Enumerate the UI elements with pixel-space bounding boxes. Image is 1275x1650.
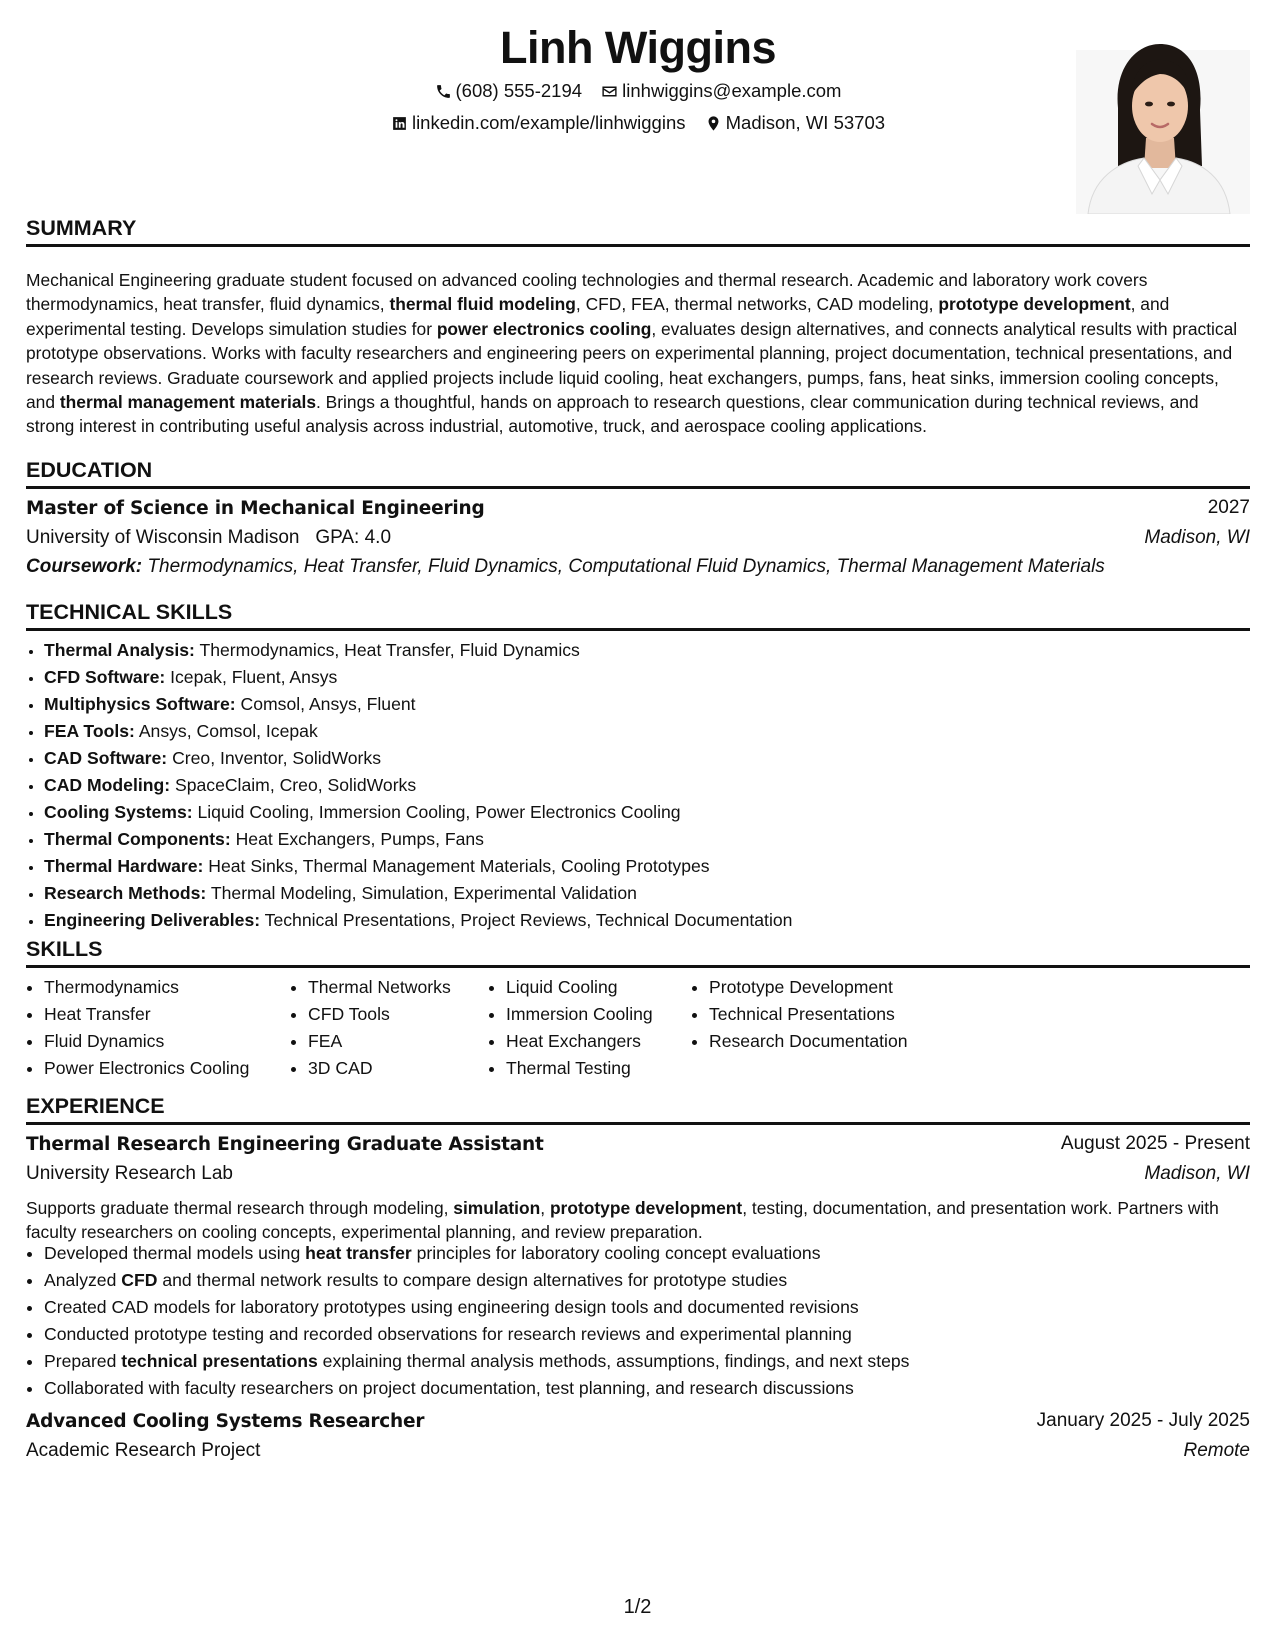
bullet-segment: Analyzed [44, 1270, 122, 1290]
coursework-line [26, 556, 1105, 578]
summary-divider [26, 244, 1250, 247]
list-item: • Technical Presentations [709, 1001, 908, 1028]
list-item [44, 880, 792, 907]
technical-skills-list [26, 637, 792, 934]
summary-segment: thermal fluid modeling [389, 294, 576, 315]
skills-divider [26, 965, 1250, 968]
skill-category: Multiphysics Software: [44, 694, 236, 714]
skill-category: CAD Software: [44, 748, 168, 768]
list-item: • Liquid Cooling [506, 974, 653, 1001]
bullet-segment: CFD [121, 1270, 158, 1290]
map-pin-icon [705, 115, 722, 132]
job-achievements [26, 1240, 909, 1402]
list-item: • Thermal Networks [308, 974, 451, 1001]
skill-category: Cooling Systems: [44, 802, 193, 822]
skill-category: Engineering Deliverables: [44, 910, 261, 930]
summary-segment: thermal management materials [59, 392, 316, 413]
skill-values: Heat Exchangers, Pumps, Fans [235, 829, 484, 849]
list-item: • CFD Tools [308, 1001, 451, 1028]
skill-values: SpaceClaim, Creo, SolidWorks [174, 775, 417, 795]
list-item [44, 826, 792, 853]
summary-text [26, 268, 1250, 439]
coursework-label: Coursework: [26, 556, 143, 577]
list-item [44, 691, 792, 718]
page-number: 1/2 [623, 1596, 652, 1618]
email-contact[interactable] [601, 80, 841, 102]
envelope-icon [601, 83, 618, 100]
skill-values: Creo, Inventor, SolidWorks [172, 748, 381, 768]
skill-category: Thermal Analysis: [44, 640, 195, 660]
skill-values: Thermodynamics, Heat Transfer, Fluid Dynamics [199, 640, 580, 660]
skill-values: Icepak, Fluent, Ansys [170, 667, 338, 687]
job-title: Thermal Research Engineering Graduate Assistant [26, 1134, 544, 1155]
list-item [44, 1294, 909, 1321]
linkedin-icon [391, 115, 408, 132]
school-name: University of Wisconsin Madison [26, 527, 300, 548]
list-item [44, 664, 792, 691]
bullet-segment: Conducted prototype testing and recorded observations for research reviews and experimental planning [44, 1324, 852, 1344]
job-title: Advanced Cooling Systems Researcher [26, 1411, 425, 1432]
technical-skills-heading: TECHNICAL SKILLS [26, 600, 233, 624]
list-item: • 3D CAD [308, 1055, 451, 1082]
location-text: Madison, WI 53703 [725, 112, 886, 133]
skills-heading: SKILLS [26, 937, 103, 961]
skill-category: Research Methods: [44, 883, 207, 903]
list-item [44, 1321, 909, 1348]
skill-category: CAD Modeling: [44, 775, 171, 795]
skill-values: Liquid Cooling, Immersion Cooling, Power Electronics Cooling [197, 802, 681, 822]
education-divider [26, 486, 1250, 489]
summary-heading: SUMMARY [26, 216, 137, 240]
phone-text: (608) 555-2194 [455, 80, 583, 101]
profile-photo-image [1066, 38, 1250, 214]
description-segment: , testing, documentation, and presentation work. Partners with faculty researchers on cooling concepts, experimental planning, and review preparation. [26, 1198, 1219, 1243]
skill-values: Comsol, Ansys, Fluent [240, 694, 416, 714]
summary-segment: . Brings a thoughtful, hands on approach to research questions, clear communication during technical reviews, and strong interest in contributing useful analysis across industrial, automotive, truck, and aerospace cooling applications. [26, 392, 1199, 437]
skills-column-4 [691, 974, 908, 1055]
job-dates: August 2025 - Present [1060, 1133, 1250, 1154]
email-text: linhwiggins@example.com [622, 80, 842, 101]
summary-segment: Mechanical Engineering graduate student focused on advanced cooling technologies and thermal research. Academic and laboratory work covers thermodynamics, heat transfer, fluid dynamics, [26, 270, 1148, 315]
technical-skills-divider [26, 628, 1250, 631]
bullet-segment: principles for laboratory cooling concept evaluations [411, 1243, 821, 1263]
profile-photo [1066, 38, 1250, 214]
list-item: • Heat Transfer [44, 1001, 249, 1028]
summary-segment: prototype development [938, 294, 1131, 315]
bullet-segment: Prepared [44, 1351, 122, 1371]
skill-values: Ansys, Comsol, Icepak [138, 721, 318, 741]
list-item [44, 637, 792, 664]
description-segment: simulation [453, 1198, 541, 1218]
location-contact [705, 112, 885, 134]
job-dates: January 2025 - July 2025 [1036, 1410, 1250, 1431]
description-segment: prototype development [549, 1198, 743, 1218]
skill-values: Thermal Modeling, Simulation, Experimental Validation [210, 883, 637, 903]
summary-segment: power electronics cooling [436, 318, 652, 339]
job-location: Madison, WI [1144, 1163, 1250, 1184]
bullet-segment: heat transfer [305, 1243, 412, 1263]
experience-heading: EXPERIENCE [26, 1094, 165, 1118]
list-item: • Immersion Cooling [506, 1001, 653, 1028]
bullet-segment: explaining thermal analysis methods, assumptions, findings, and next steps [317, 1351, 910, 1371]
school-location: Madison, WI [1144, 527, 1250, 548]
list-item: • Thermal Testing [506, 1055, 653, 1082]
list-item: • Thermodynamics [44, 974, 249, 1001]
skill-values: Heat Sinks, Thermal Management Materials, Cooling Prototypes [208, 856, 710, 876]
bullet-segment: Developed thermal models using [44, 1243, 306, 1263]
candidate-name: Linh Wiggins [499, 22, 777, 73]
list-item [44, 907, 792, 934]
summary-segment: , CFD, FEA, thermal networks, CAD modeling, [575, 294, 939, 315]
education-heading: EDUCATION [26, 458, 153, 482]
job-organization: University Research Lab [26, 1163, 233, 1184]
list-item: • FEA [308, 1028, 451, 1055]
description-segment: Supports graduate thermal research through modeling, [26, 1198, 454, 1218]
list-item: • Fluid Dynamics [44, 1028, 249, 1055]
skills-column-3 [488, 974, 653, 1082]
job-description [26, 1196, 1250, 1245]
bullet-segment: technical presentations [121, 1351, 318, 1371]
skills-column-1 [26, 974, 249, 1082]
coursework-list: Thermodynamics, Heat Transfer, Fluid Dynamics, Computational Fluid Dynamics, Thermal Management Materials [147, 556, 1105, 577]
list-item [44, 853, 792, 880]
degree-title: Master of Science in Mechanical Engineering [26, 498, 485, 519]
job-organization: Academic Research Project [26, 1440, 261, 1461]
skill-category: Thermal Components: [44, 829, 231, 849]
linkedin-contact[interactable] [391, 112, 686, 134]
summary-segment: , and experimental testing. Develops simulation studies for [26, 294, 1170, 339]
list-item [44, 1267, 909, 1294]
graduation-year: 2027 [1207, 497, 1250, 518]
school-line [26, 527, 391, 549]
phone-icon [435, 83, 452, 100]
list-item: • Prototype Development [709, 974, 908, 1001]
bullet-segment: Created CAD models for laboratory prototypes using engineering design tools and documented revisions [44, 1297, 859, 1317]
list-item [44, 1348, 909, 1375]
list-item [44, 718, 792, 745]
summary-segment: , evaluates design alternatives, and connects analytical results with practical prototype observations. Works with faculty researchers and engineering peers on experimental planning, project documentation, technical presentations, and research reviews. Graduate coursework and applied projects include liquid cooling, heat exchangers, pumps, fans, heat sinks, immersion cooling concepts, and [26, 318, 1238, 413]
job-location: Remote [1183, 1440, 1250, 1461]
experience-divider [26, 1122, 1250, 1125]
bullet-segment: Collaborated with faculty researchers on project documentation, test planning, and research discussions [44, 1378, 854, 1398]
list-item [44, 1240, 909, 1267]
skill-values: Technical Presentations, Project Reviews, Technical Documentation [264, 910, 793, 930]
list-item: • Research Documentation [709, 1028, 908, 1055]
list-item: • Power Electronics Cooling [44, 1055, 249, 1082]
skill-category: FEA Tools: [44, 721, 135, 741]
skill-category: Thermal Hardware: [44, 856, 204, 876]
skill-category: CFD Software: [44, 667, 166, 687]
gpa: GPA: 4.0 [315, 527, 392, 548]
bullet-segment: and thermal network results to compare design alternatives for prototype studies [157, 1270, 788, 1290]
list-item [44, 745, 792, 772]
linkedin-text: linkedin.com/example/linhwiggins [411, 112, 686, 133]
list-item [44, 1375, 909, 1402]
phone-contact[interactable] [435, 80, 583, 102]
skills-column-2 [290, 974, 451, 1082]
list-item: • Heat Exchangers [506, 1028, 653, 1055]
list-item [44, 772, 792, 799]
list-item [44, 799, 792, 826]
description-segment: , [540, 1198, 550, 1218]
